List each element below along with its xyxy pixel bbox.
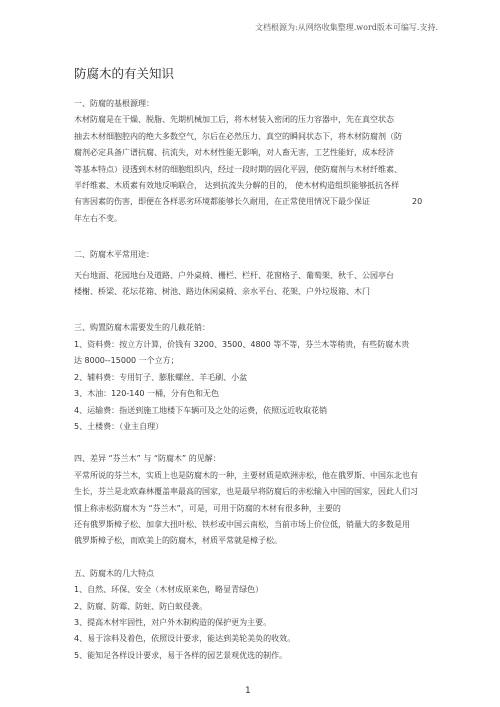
list-item: 4、运输费：指送到施工地楼下车辆可及之处的运费，依照远近收取花销: [74, 405, 328, 415]
paragraph-line: 腐剂必定具备广谱抗腐、抗流失，对木材性能无影响，对人畜无害，工艺性能好，成本经济: [74, 148, 394, 158]
section-heading: 四、差异 “芬兰木” 与 “防腐木” 的见解：: [74, 454, 221, 464]
paragraph-line: 平常所说的芬兰木，实质上也是防腐木的一种，主要材质是欧洲赤松，他在俄罗斯、中国东北也有: [74, 470, 418, 480]
section-heading: 一、防腐的基根源理：: [74, 99, 154, 108]
paragraph-line: 惯上称赤松防腐木为 “芬兰木”，可是，可用于防腐的木材有很多种，主要的: [74, 503, 341, 513]
paragraph-line: 生长，芬兰是北欧森林覆盖率最高的国家，也是最早将防腐后的赤松输入中国的国家，因此人们习: [74, 487, 418, 497]
paragraph-line: 楼榭、桥梁、花坛花箱、树池、路边休闲桌椅、亲水平台、花架、户外垃圾箱、木门: [74, 287, 370, 297]
paragraph-line-text: 有害因素的伤害，即便在各样恶劣环境都能够长久耐用，在正常使用情况下最少保证: [74, 197, 370, 207]
document-title: 防腐木的有关知识: [74, 66, 175, 81]
section-heading: 五、防腐木的几大特点: [74, 568, 154, 578]
list-item: 3、提高木材牢固性，对户外木制构造的保护更为主要。: [74, 617, 272, 627]
list-item: 5、土楼费：（业主自理）: [74, 421, 164, 431]
page-number: 1: [245, 686, 251, 696]
paragraph-line: 天台地面、花园地台及道路、户外桌椅、栅栏、栏杆、花窗格子、葡萄架、秋千、公园亭台: [74, 270, 394, 280]
paragraph-line: 木材防腐是在干燥、脱脂、先期机械加工后，将木材装入密闭的压力容器中，先在真空状态: [74, 115, 394, 125]
list-item: 5、能知足各样设计要求，易于各样的园艺景观优选的制作。: [74, 650, 288, 660]
paragraph-line: 还有俄罗斯樟子松、加拿大扭叶松、铁杉或中国云南松，当前市场上价位低，销量大的多数是用: [74, 519, 410, 529]
section-heading: 二、防腐木平常用途：: [74, 250, 154, 260]
list-item: 2、辅料费：专用钉子、膨胀螺丝、羊毛刷、小盆: [74, 372, 248, 382]
paragraph-line: [74, 194, 434, 210]
paragraph-line: 抽去木材细胞腔内的绝大多数空气，尔后在必然压力、真空的瞬间状态下，将木材防腐剂（防: [74, 131, 402, 141]
document-body: [74, 96, 434, 664]
list-item: 2、防腐、防霉、防蛀、防白蚁侵袭。: [74, 601, 208, 611]
paragraph-line: 俄罗斯樟子松，而欧美上的防腐木，材质平常就是樟子松。: [74, 536, 282, 546]
paragraph-line: 年左右不变。: [74, 213, 122, 223]
header-note: 文档根源为:从网络收集整理.word版本可编写.支持.: [255, 23, 438, 32]
years-value: 20: [412, 197, 423, 207]
paragraph-line: 等基本特点）浸透到木材的细胞组织内，经过一段时期的固化平固，使防腐剂与木材纤维素、: [74, 164, 402, 174]
section-heading: 三、购置防腐木需要发生的几截花销：: [74, 323, 210, 333]
list-item: 达 8000--15000 一个立方；: [74, 356, 179, 366]
list-item: 1、自然、环保、安全（木材成原来色，略显青绿色）: [74, 585, 264, 595]
paragraph-line: 半纤维素、木质素有效地反响联合， 达到抗流失分解的目的， 使木材构造组织能够抵抗各样: [74, 181, 400, 191]
list-item: 3、木油：120-140 一桶，分有色和无色: [74, 389, 220, 399]
list-item: 1、资料费：按立方计算，价钱有 3200、3500、4800 等不等，芬兰木等稍贵，有些防腐木贵: [74, 339, 410, 349]
list-item: 4、易于涂料及着色，依照设计要求，能达到美轮美奂的收效。: [74, 634, 296, 644]
